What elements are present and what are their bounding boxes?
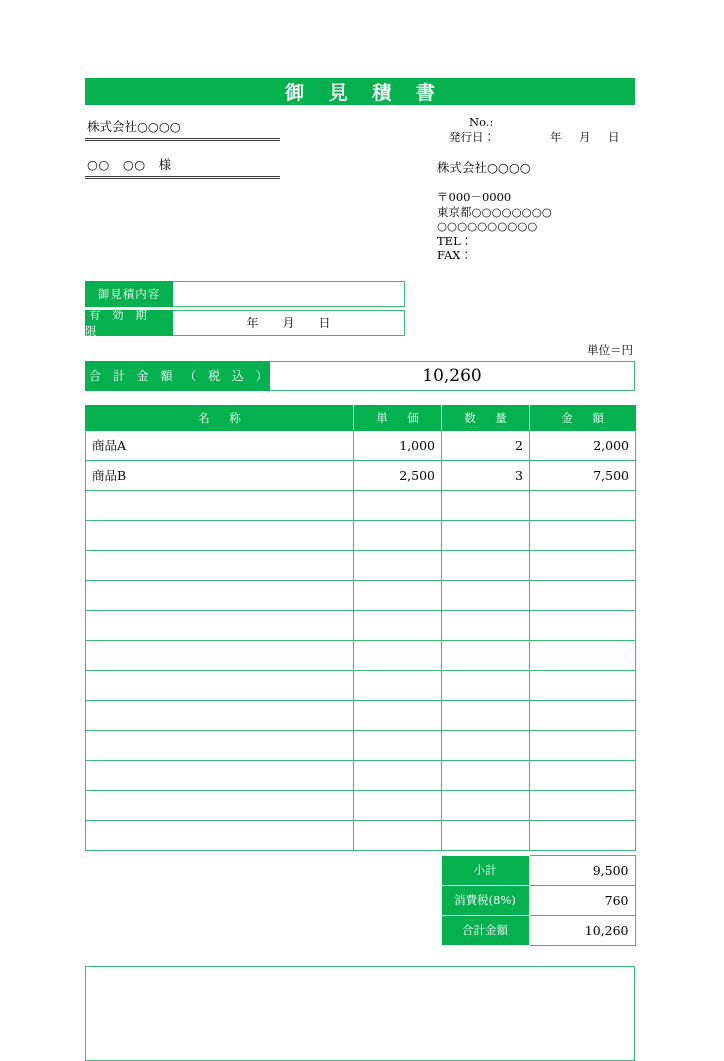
table-row <box>86 790 636 820</box>
cell-unit-price[interactable] <box>354 820 442 850</box>
quotation-content-row <box>85 281 405 307</box>
cell-unit-price[interactable] <box>354 670 442 700</box>
document-sheet <box>85 78 635 1061</box>
validity-period-row <box>85 307 405 338</box>
cell-quantity[interactable] <box>442 640 530 670</box>
column-header-unit-price: 単 価 <box>354 405 442 430</box>
cell-quantity[interactable] <box>442 760 530 790</box>
summary-table <box>85 855 636 946</box>
table-row <box>86 490 636 520</box>
cell-unit-price[interactable] <box>354 610 442 640</box>
table-row <box>86 520 636 550</box>
validity-period-input[interactable]: 年 月 日 <box>173 310 405 336</box>
column-header-amount: 金 額 <box>530 405 636 430</box>
cell-amount[interactable] <box>530 610 636 640</box>
issuer-fax: FAX： <box>437 248 472 262</box>
cell-unit-price[interactable]: 2,500 <box>354 460 442 490</box>
cell-amount[interactable] <box>530 700 636 730</box>
cell-quantity[interactable] <box>442 580 530 610</box>
table-row <box>86 820 636 850</box>
summary-label: 消費税(8%) <box>441 885 529 915</box>
page-title: 御 見 積 書 <box>85 78 635 105</box>
notes-box[interactable] <box>85 966 635 1061</box>
cell-unit-price[interactable] <box>354 580 442 610</box>
cell-quantity[interactable] <box>442 670 530 700</box>
table-row <box>86 460 636 490</box>
cell-name[interactable] <box>86 550 354 580</box>
cell-quantity[interactable] <box>442 790 530 820</box>
cell-name[interactable] <box>86 490 354 520</box>
quotation-details <box>85 281 405 336</box>
cell-name[interactable] <box>86 520 354 550</box>
cell-unit-price[interactable] <box>354 640 442 670</box>
summary-spacer <box>85 915 441 945</box>
grand-total-label: 合 計 金 額 （ 税 込 ） <box>85 361 270 391</box>
cell-amount[interactable] <box>530 490 636 520</box>
column-header-quantity: 数 量 <box>442 405 530 430</box>
cell-quantity[interactable] <box>442 820 530 850</box>
cell-amount[interactable] <box>530 670 636 700</box>
validity-period-label: 有 効 期 限 <box>85 310 173 336</box>
table-row <box>86 700 636 730</box>
items-table-header-row <box>86 405 636 430</box>
issue-date-value: 年 月 日 <box>550 130 623 144</box>
cell-unit-price[interactable] <box>354 760 442 790</box>
cell-name[interactable] <box>86 730 354 760</box>
issuer-address-line-1: 東京都○○○○○○○○ <box>437 204 552 219</box>
issue-date-row <box>437 130 635 145</box>
cell-quantity[interactable] <box>442 610 530 640</box>
cell-unit-price[interactable] <box>354 550 442 580</box>
cell-quantity[interactable]: 3 <box>442 460 530 490</box>
issuer-tel: TEL： <box>437 233 473 248</box>
summary-row <box>85 855 635 885</box>
cell-unit-price[interactable]: 1,000 <box>354 430 442 460</box>
table-row <box>86 610 636 640</box>
quotation-content-label: 御見積内容 <box>85 281 173 307</box>
summary-spacer <box>85 855 441 885</box>
cell-quantity[interactable]: 2 <box>442 430 530 460</box>
cell-quantity[interactable] <box>442 490 530 520</box>
table-row <box>86 550 636 580</box>
cell-amount[interactable]: 2,000 <box>530 430 636 460</box>
issuer-address <box>437 190 635 263</box>
cell-name[interactable] <box>86 820 354 850</box>
cell-amount[interactable] <box>530 790 636 820</box>
issuer-company: 株式会社○○○○ <box>437 160 531 175</box>
summary-row <box>85 885 635 915</box>
summary-row <box>85 915 635 945</box>
issuer-postal-code: 〒000－0000 <box>437 190 512 204</box>
cell-quantity[interactable] <box>442 520 530 550</box>
document-number-label: No.: <box>469 115 494 129</box>
cell-name[interactable] <box>86 790 354 820</box>
cell-name[interactable]: 商品B <box>86 460 354 490</box>
issue-date-label: 発行日： <box>449 130 495 144</box>
summary-spacer <box>85 885 441 915</box>
quotation-content-input[interactable] <box>173 281 405 307</box>
table-row <box>86 760 636 790</box>
grand-total-row <box>85 361 635 391</box>
column-header-name: 名 称 <box>86 405 354 430</box>
cell-name[interactable] <box>86 760 354 790</box>
cell-name[interactable] <box>86 640 354 670</box>
cell-quantity[interactable] <box>442 550 530 580</box>
summary-value: 9,500 <box>529 855 635 885</box>
recipient-company: 株式会社○○○○ <box>85 117 280 141</box>
unit-note: 単位＝円 <box>587 342 633 357</box>
summary-value: 760 <box>529 885 635 915</box>
grand-total-value: 10,260 <box>270 361 635 391</box>
cell-name[interactable] <box>86 700 354 730</box>
cell-name[interactable] <box>86 580 354 610</box>
table-row <box>86 640 636 670</box>
cell-quantity[interactable] <box>442 730 530 760</box>
cell-amount[interactable] <box>530 550 636 580</box>
issuer-address-line-2: ○○○○○○○○○○ <box>437 219 538 233</box>
cell-unit-price[interactable] <box>354 790 442 820</box>
cell-name[interactable]: 商品A <box>86 430 354 460</box>
table-row <box>86 430 636 460</box>
cell-unit-price[interactable] <box>354 520 442 550</box>
table-row <box>86 580 636 610</box>
cell-unit-price[interactable] <box>354 730 442 760</box>
items-table <box>85 405 636 851</box>
cell-name[interactable] <box>86 670 354 700</box>
summary-value: 10,260 <box>529 915 635 945</box>
header-block <box>85 115 635 263</box>
cell-quantity[interactable] <box>442 700 530 730</box>
summary-label: 小計 <box>441 855 529 885</box>
recipient-person: ○○ ○○ 様 <box>85 155 280 179</box>
summary-label: 合計金額 <box>441 915 529 945</box>
cell-name[interactable] <box>86 610 354 640</box>
cell-unit-price[interactable] <box>354 700 442 730</box>
table-row <box>86 670 636 700</box>
cell-amount[interactable] <box>530 820 636 850</box>
cell-amount[interactable] <box>530 730 636 760</box>
recipient-block <box>85 115 280 263</box>
cell-amount[interactable] <box>530 640 636 670</box>
table-row <box>86 730 636 760</box>
cell-amount[interactable]: 7,500 <box>530 460 636 490</box>
cell-amount[interactable] <box>530 760 636 790</box>
document-meta <box>437 115 635 145</box>
cell-unit-price[interactable] <box>354 490 442 520</box>
issuer-block <box>435 115 635 263</box>
cell-amount[interactable] <box>530 520 636 550</box>
cell-amount[interactable] <box>530 580 636 610</box>
